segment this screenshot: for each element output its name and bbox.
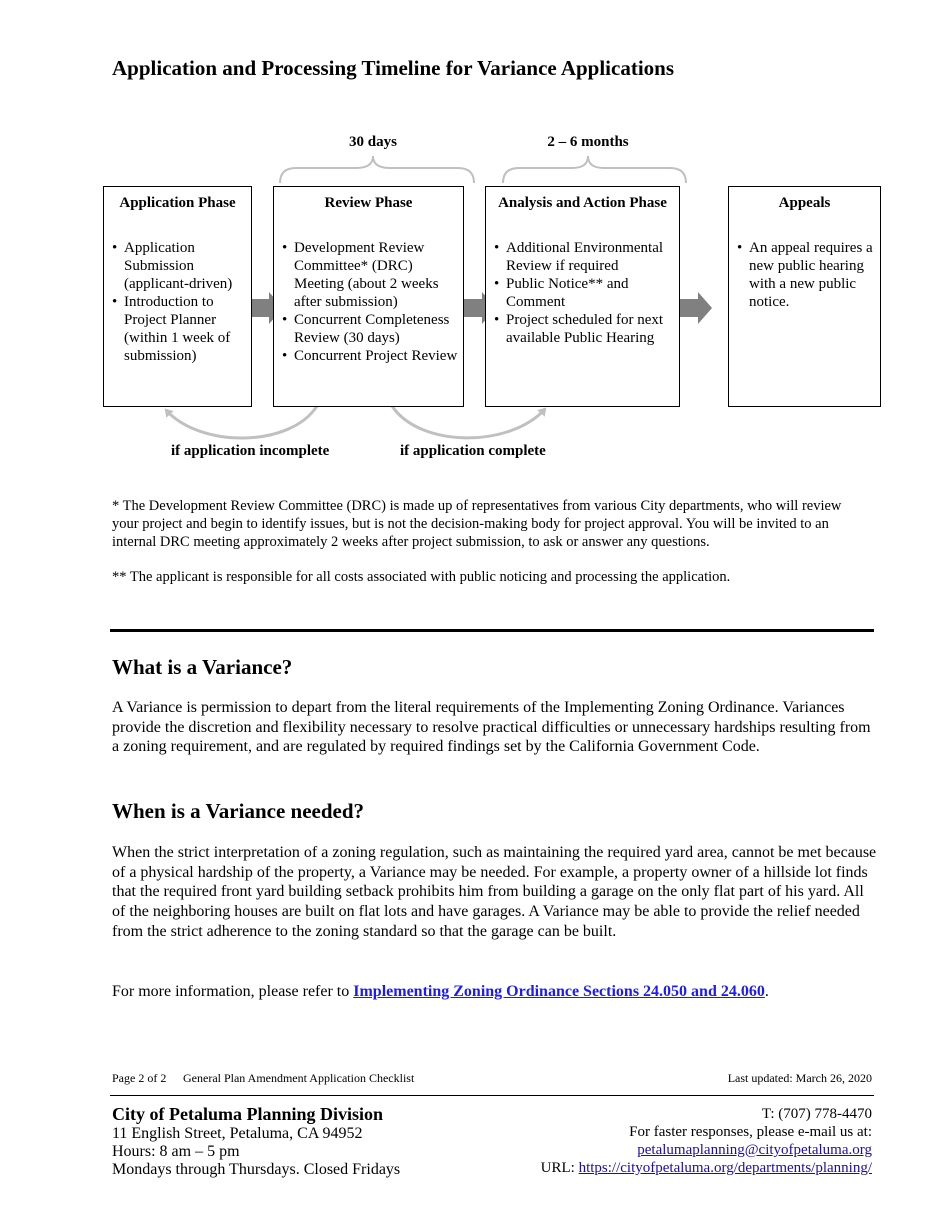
brace-review xyxy=(280,156,474,183)
list-item: • Introduction to Project Planner (within 1 week of submission) xyxy=(112,293,247,365)
more-info-prefix: For more information, please refer to xyxy=(112,983,354,1000)
arrow-analysis-to-appeals xyxy=(680,292,712,324)
contact-phone: T: (707) 778-4470 xyxy=(761,1106,872,1122)
phase-title: Review Phase xyxy=(324,195,413,211)
contact-url-label: URL: xyxy=(540,1160,579,1176)
loop-label-complete: if application complete xyxy=(400,443,546,459)
contact-email-prompt: For faster responses, please e-mail us at: xyxy=(629,1124,872,1140)
phase-items xyxy=(282,239,459,365)
contact-url-link[interactable]: https://cityofpetaluma.org/departments/planning/ xyxy=(578,1160,872,1176)
loop-complete xyxy=(392,406,545,438)
phase-title: Analysis and Action Phase xyxy=(498,195,667,211)
phase-appeals xyxy=(728,186,881,407)
org-name: City of Petaluma Planning Division xyxy=(112,1104,384,1124)
contact-email-link[interactable]: petalumaplanning@cityofpetaluma.org xyxy=(637,1142,872,1158)
footer-divider xyxy=(110,1095,874,1096)
heading-what-is-variance: What is a Variance? xyxy=(112,655,293,679)
list-item: • Additional Environmental Review if required xyxy=(494,239,675,275)
loop-incomplete xyxy=(166,406,317,438)
phase-review xyxy=(273,186,464,407)
paragraph-when-needed: When the strict interpretation of a zoning regulation, such as maintaining the required yard area, cannot be met because of a physical hardship of the property, a Variance may be needed. For example, a property owner of a hillside lot finds that the required front yard building setback prohibits him from building a garage on the only flat part of his yard. All of the neighboring houses are built on flat lots and have garages. A Variance may be able to provide the relief needed from the strict adherence to the zoning standard so that the garage can be built. xyxy=(112,844,877,940)
list-item: • Project scheduled for next available Public Hearing xyxy=(494,311,675,347)
more-info xyxy=(112,982,877,1002)
paragraph-what-is-variance: A Variance is permission to depart from the literal requirements of the Implementing Zoning Ordinance. Variances provide the discretion and flexibility necessary to resolve practical difficulties or unnecessary hardships resulting from a zoning requirement, and are regulated by required findings set by the California Government Code. xyxy=(112,699,871,756)
phase-analysis-action xyxy=(485,186,680,407)
list-item: • Application Submission (applicant-driven) xyxy=(112,239,247,293)
brace-label-30-days: 30 days xyxy=(349,134,397,150)
footnote-costs: ** The applicant is responsible for all costs associated with public noticing and processing the application. xyxy=(112,569,731,585)
list-item: • Concurrent Project Review xyxy=(282,347,459,365)
footnote-drc: * The Development Review Committee (DRC) is made up of representatives from various City departments, who will review your project and begin to identify issues, but is not the decision-making body for project approval. You will be invited to an internal DRC meeting approximately 2 weeks after project submission, to ask or answer any questions. xyxy=(112,498,842,550)
phase-items xyxy=(494,239,675,347)
phase-title: Application Phase xyxy=(119,195,236,211)
org-hours: Hours: 8 am – 5 pm xyxy=(112,1143,240,1160)
phase-title: Appeals xyxy=(778,195,831,211)
contact-block xyxy=(541,1105,872,1177)
page-number: Page 2 of 2 xyxy=(112,1071,167,1085)
heading-when-needed: When is a Variance needed? xyxy=(112,799,365,823)
list-item: • Concurrent Completeness Review (30 days) xyxy=(282,311,459,347)
more-info-suffix: . xyxy=(764,983,769,1000)
section-divider xyxy=(110,629,874,632)
phase-items xyxy=(112,239,247,365)
org-address: 11 English Street, Petaluma, CA 94952 xyxy=(112,1125,363,1142)
brace-label-2-6-months: 2 – 6 months xyxy=(547,134,629,150)
zoning-ordinance-link[interactable]: Implementing Zoning Ordinance Sections 24.050 and 24.060 xyxy=(353,983,765,1000)
phase-application xyxy=(103,186,252,407)
org-block xyxy=(112,1105,400,1179)
document-name: General Plan Amendment Application Checklist xyxy=(183,1071,415,1085)
list-item: • Public Notice** and Comment xyxy=(494,275,675,311)
loop-label-incomplete: if application incomplete xyxy=(171,443,330,459)
list-item: • Development Review Committee* (DRC) Meeting (about 2 weeks after submission) xyxy=(282,239,459,311)
phase-items xyxy=(737,239,876,311)
list-item: • An appeal requires a new public hearing with a new public notice. xyxy=(737,239,876,311)
last-updated: Last updated: March 26, 2020 xyxy=(727,1071,872,1085)
brace-analysis xyxy=(503,156,686,183)
page-title: Application and Processing Timeline for Variance Applications xyxy=(112,56,675,80)
org-days: Mondays through Thursdays. Closed Fridays xyxy=(112,1161,401,1178)
